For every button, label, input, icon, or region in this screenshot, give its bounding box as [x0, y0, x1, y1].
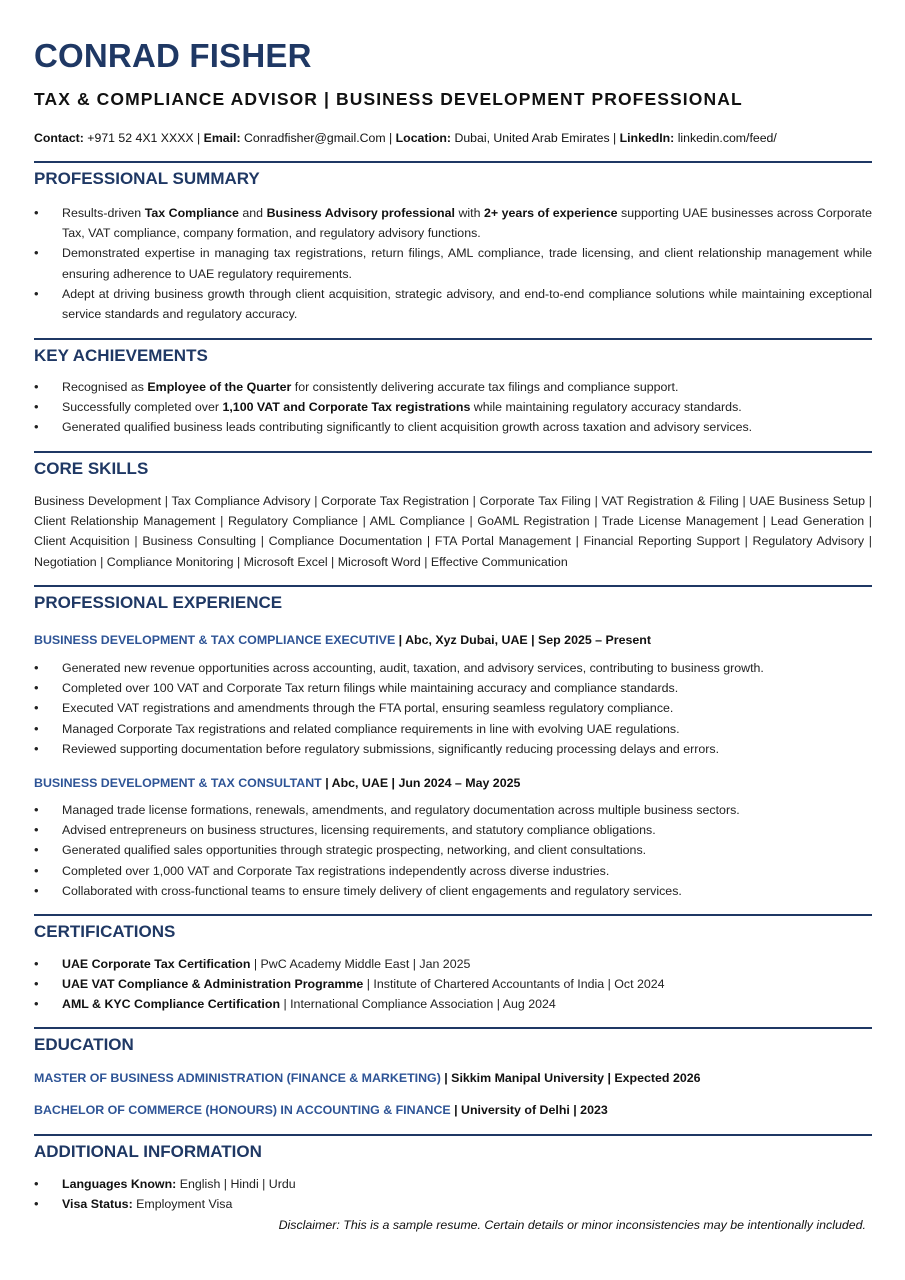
disclaimer: Disclaimer: This is a sample resume. Certain details or minor inconsistencies may be intentionally included. [278, 1218, 866, 1232]
location-label: Location: [395, 131, 452, 145]
achievements-heading: KEY ACHIEVEMENTS [34, 346, 208, 365]
achievements-list [34, 377, 872, 438]
job-bullet: • Generated new revenue opportunities across accounting, audit, taxation, and advisory services, contributing to business growth. [34, 658, 872, 678]
job-bullet: • Executed VAT registrations and amendments through the FTA portal, ensuring seamless regulatory compliance. [34, 698, 872, 718]
certification-item: • AML & KYC Compliance Certification | International Compliance Association | Aug 2024 [34, 994, 872, 1014]
job-meta: | Abc, UAE | Jun 2024 – May 2025 [321, 776, 521, 790]
job-bullet: • Completed over 100 VAT and Corporate Tax return filings while maintaining accuracy and compliance standards. [34, 678, 872, 698]
location-value: Dubai, United Arab Emirates [454, 131, 610, 145]
candidate-name: CONRAD FISHER [34, 37, 312, 74]
additional-item: • Languages Known: English | Hindi | Urdu [34, 1174, 872, 1194]
additional-list [34, 1174, 872, 1214]
degree-meta: | Sikkim Manipal University | Expected 2026 [440, 1071, 701, 1085]
job-title: BUSINESS DEVELOPMENT & TAX COMPLIANCE EXECUTIVE [34, 633, 396, 647]
certifications-heading: CERTIFICATIONS [34, 922, 176, 941]
job-bullet: • Reviewed supporting documentation before regulatory submissions, significantly reducing processing delays and errors. [34, 739, 872, 759]
summary-item: • Demonstrated expertise in managing tax registrations, return filings, AML compliance, trade licensing, and client relationship management while ensuring adherence to UAE regulatory requirements. [34, 243, 872, 283]
education-entry [34, 1069, 701, 1087]
contact-line [34, 129, 777, 147]
section-divider [34, 914, 872, 916]
linkedin-label: LinkedIn: [619, 131, 675, 145]
degree-title: BACHELOR OF COMMERCE (HONOURS) IN ACCOUNTING & FINANCE [34, 1103, 451, 1117]
degree-title: MASTER OF BUSINESS ADMINISTRATION (FINANCE & MARKETING) [34, 1071, 441, 1085]
section-divider [34, 338, 872, 340]
summary-item: • Results-driven Tax Compliance and Business Advisory professional with 2+ years of experience supporting UAE businesses across Corporate Tax, VAT compliance, company formation, and regulatory advisory functions. [34, 203, 872, 243]
job-heading [34, 631, 651, 649]
job-bullets [34, 800, 872, 901]
job-bullet: • Completed over 1,000 VAT and Corporate Tax registrations independently across diverse industries. [34, 861, 872, 881]
linkedin-value[interactable]: linkedin.com/feed/ [677, 131, 777, 145]
skills-text: Business Development | Tax Compliance Advisory | Corporate Tax Registration | Corporate Tax Filing | VAT Registration & Filing | UAE Business Setup | Client Relationship Management | Regulatory Compliance | AML Compliance | GoAML Registration | Trade License Management | Lead Generation | Client Acquisition | Business Consulting | Compliance Documentation | FTA Portal Management | Financial Reporting Support | Regulatory Advisory | Negotiation | Compliance Monitoring | Microsoft Excel | Microsoft Word | Effective Communication [34, 494, 872, 569]
section-divider [34, 161, 872, 163]
experience-heading: PROFESSIONAL EXPERIENCE [34, 593, 283, 612]
job-bullet: • Collaborated with cross-functional teams to ensure timely delivery of client engagements and regulatory services. [34, 881, 872, 901]
contact-label: Contact: [34, 131, 84, 145]
summary-list [34, 203, 872, 324]
section-divider [34, 451, 872, 453]
separator: | [385, 131, 396, 145]
job-bullet: • Managed Corporate Tax registrations and related compliance requirements in line with evolving UAE regulations. [34, 719, 872, 739]
job-title: BUSINESS DEVELOPMENT & TAX CONSULTANT [34, 776, 322, 790]
skills-heading: CORE SKILLS [34, 459, 149, 478]
candidate-title: TAX & COMPLIANCE ADVISOR | BUSINESS DEVELOPMENT PROFESSIONAL [34, 89, 743, 109]
achievement-item: • Recognised as Employee of the Quarter for consistently delivering accurate tax filings and compliance support. [34, 377, 872, 397]
email-label: Email: [203, 131, 241, 145]
additional-heading: ADDITIONAL INFORMATION [34, 1142, 262, 1161]
section-divider [34, 585, 872, 587]
job-bullet: • Managed trade license formations, renewals, amendments, and regulatory documentation across multiple business sectors. [34, 800, 872, 820]
job-bullet: • Advised entrepreneurs on business structures, licensing requirements, and statutory compliance obligations. [34, 820, 872, 840]
job-heading [34, 774, 520, 792]
certifications-list [34, 954, 872, 1015]
job-bullet: • Generated qualified sales opportunities through strategic prospecting, networking, and client consultations. [34, 840, 872, 860]
certification-item: • UAE Corporate Tax Certification | PwC Academy Middle East | Jan 2025 [34, 954, 872, 974]
job-bullets [34, 658, 872, 759]
degree-meta: | University of Delhi | 2023 [450, 1103, 608, 1117]
achievement-item: • Successfully completed over 1,100 VAT and Corporate Tax registrations while maintaining regulatory accuracy standards. [34, 397, 872, 417]
education-heading: EDUCATION [34, 1035, 134, 1054]
achievement-item: • Generated qualified business leads contributing significantly to client acquisition growth across taxation and advisory services. [34, 417, 872, 437]
summary-heading: PROFESSIONAL SUMMARY [34, 169, 260, 188]
section-divider [34, 1134, 872, 1136]
education-entry [34, 1101, 608, 1119]
certification-item: • UAE VAT Compliance & Administration Programme | Institute of Chartered Accountants of India | Oct 2024 [34, 974, 872, 994]
separator: | [609, 131, 620, 145]
job-meta: | Abc, Xyz Dubai, UAE | Sep 2025 – Present [395, 633, 651, 647]
additional-item: • Visa Status: Employment Visa [34, 1194, 872, 1214]
summary-item: • Adept at driving business growth through client acquisition, strategic advisory, and end-to-end compliance solutions while maintaining exceptional service standards and regulatory accuracy. [34, 284, 872, 324]
section-divider [34, 1027, 872, 1029]
separator: | [193, 131, 204, 145]
email-value[interactable]: Conradfisher@gmail.Com [243, 131, 386, 145]
contact-value: +971 52 4X1 XXXX [87, 131, 194, 145]
